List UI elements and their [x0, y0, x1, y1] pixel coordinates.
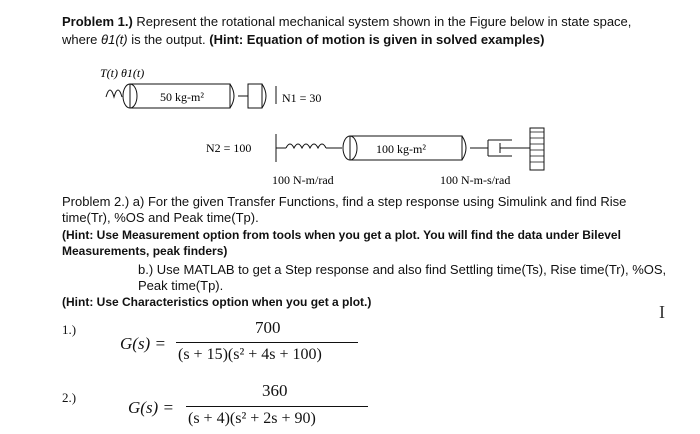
problem2-hint1: (Hint: Use Measurement option from tools when you get a plot. You will find the data under Bilevel: [62, 228, 621, 242]
equation2-label: 2.): [62, 390, 77, 405]
inertia2-label: 100 kg-m²: [376, 142, 426, 156]
spring-icon: [286, 144, 326, 148]
equation1-label: 1.): [62, 322, 77, 337]
torque-label: T(t) θ1(t): [100, 66, 145, 80]
torque-arrow-icon: [106, 90, 122, 97]
rotational-system-figure: [0, 0, 700, 200]
spring-label: 100 N-m/rad: [272, 173, 334, 187]
problem2-line2: time(Tr), %OS and Peak time(Tp).: [62, 210, 259, 225]
inertia1-label: 50 kg-m²: [160, 90, 204, 104]
equation1-numerator: 700: [255, 318, 281, 337]
problem1-text: Represent the rotational mechanical system shown in the Figure below in state space,: [132, 14, 632, 29]
gear-n1-label: N1 = 30: [282, 91, 322, 105]
equation2-fraction-bar: [186, 406, 368, 407]
equation2-lhs: G(s) =: [128, 398, 174, 417]
problem1-hint: (Hint: Equation of motion is given in solved examples): [209, 32, 545, 47]
inertia1-right-cap: [230, 84, 234, 108]
gear1: [248, 84, 262, 108]
problem1-text-post: is the output.: [127, 32, 210, 47]
equation1-lhs: G(s) =: [120, 334, 166, 353]
equation2-denominator: (s + 4)(s² + 2s + 90): [188, 410, 316, 427]
ground-wall: [530, 128, 544, 170]
problem2-hint1b: Measurements, peak finders): [62, 244, 228, 258]
problem2-line1: Problem 2.) a) For the given Transfer Functions, find a step response using Simulink and find Rise: [62, 194, 627, 209]
equation2-numerator: 360: [262, 381, 288, 400]
equation1-denominator: (s + 15)(s² + 4s + 100): [178, 346, 322, 363]
problem2-b-line2: Peak time(Tp).: [138, 278, 224, 293]
gear-n2-label: N2 = 100: [206, 141, 252, 155]
problem1-heading: Problem 1.): [62, 14, 133, 29]
problem2-b-line1: b.) Use MATLAB to get a Step response and also find Settling time(Ts), Rise time(Tr), %OS,: [138, 262, 667, 277]
damper-label: 100 N-m-s/rad: [440, 173, 511, 187]
theta-output: θ1(t): [101, 32, 128, 47]
problem1-text-pre: where: [62, 32, 102, 47]
equation1-fraction-bar: [176, 342, 358, 343]
text-cursor-icon: I: [659, 302, 665, 322]
problem2-hint2: (Hint: Use Characteristics option when you get a plot.): [62, 295, 372, 309]
